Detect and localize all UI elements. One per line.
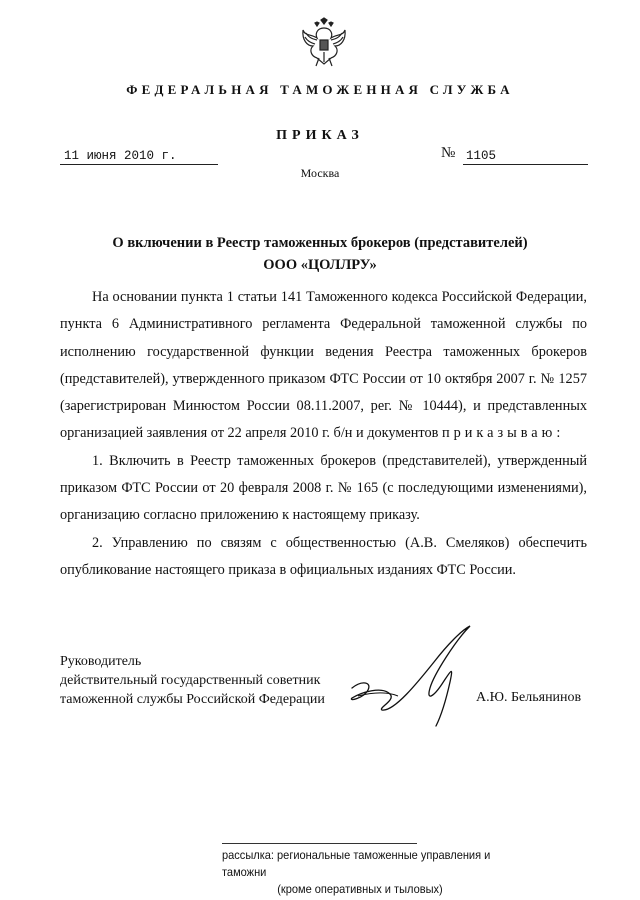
signer-title-line3: таможенной службы Российской Федерации: [60, 692, 325, 707]
order-title: [0, 232, 640, 276]
order-body: [60, 284, 587, 584]
signer-name: А.Ю. Бельянинов: [476, 690, 582, 705]
document-type: ПРИКАЗ: [276, 128, 364, 143]
distribution-line2: (кроме оперативных и тыловых): [277, 882, 443, 896]
order-item-2: 2. Управлению по связям с общественностью (А.В. Смеляков) обеспечить опубликование настоящего приказа в официальных изданиях ФТС России.: [60, 534, 587, 578]
distribution-list: [222, 847, 535, 898]
coat-of-arms-emblem-icon: [297, 16, 351, 70]
distribution-divider: [222, 843, 417, 844]
order-item-1: 1. Включить в Реестр таможенных брокеров (представителей), утвержденный приказом ФТС России от 20 февраля 2008 г. № 165 (с последующими изменениями), организацию согласно приложению к настоящему приказу.: [60, 452, 587, 524]
signer-title-line2: действительный государственный советник: [60, 673, 321, 688]
order-verb: приказываю:: [441, 425, 565, 442]
signer-title-line1: Руководитель: [60, 654, 142, 669]
preamble-text: На основании пункта 1 статьи 141 Таможенного кодекса Российской Федерации, пункта 6 Административного регламента Федеральной таможенной службы по исполнению государственной функции ведения Реестра таможенных брокеров (представителей), утвержденного приказом ФТС России от 10 октября 2007 г. № 1257 (зарегистрирован Минюстом России 08.11.2007, рег. № 10444), и представленных организацией заявления от 22 апреля 2010 г. б/н и документов: [60, 289, 587, 442]
distribution-line1: рассылка: региональные таможенные управления и таможни: [222, 848, 491, 879]
city: Москва: [300, 166, 340, 180]
agency-name: ФЕДЕРАЛЬНАЯ ТАМОЖЕННАЯ СЛУЖБА: [126, 82, 514, 97]
signer-block: [60, 652, 325, 709]
order-title-line2: ООО «ЦОЛЛРУ»: [263, 257, 377, 273]
order-number-label: №: [441, 145, 456, 161]
order-date: 11 июня 2010 г.: [60, 149, 218, 165]
order-title-line1: О включении в Реестр таможенных брокеров (представителей): [112, 235, 528, 251]
preamble-paragraph: [60, 284, 587, 448]
handwritten-signature-icon: [338, 622, 488, 732]
order-number: 1105: [463, 149, 588, 165]
